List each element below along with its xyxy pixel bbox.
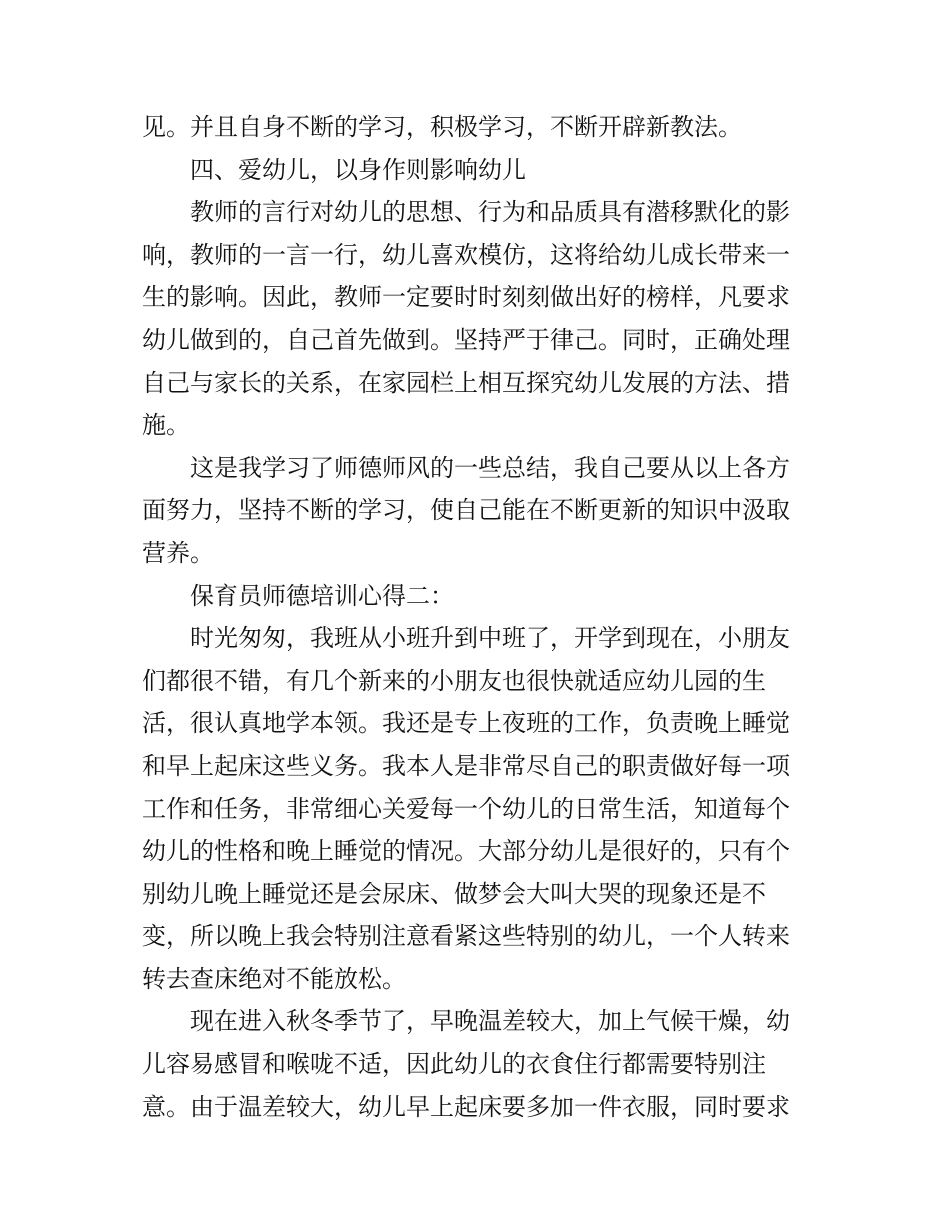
text-line: 教师的言行对幼儿的思想、行为和品质具有潜移默化的影 [190,198,790,227]
text-line: 和早上起床这些义务。我本人是非常尽自己的职责做好每一项 [142,751,790,780]
text-line: 变，所以晚上我会特别注意看紧这些特别的幼儿，一个人转来 [142,922,790,951]
text-line: 面努力，坚持不断的学习，使自己能在不断更新的知识中汲取 [142,496,790,525]
text-line: 自己与家长的关系，在家园栏上相互探究幼儿发展的方法、措 [142,368,790,397]
text-line: 意。由于温差较大，幼儿早上起床要多加一件衣服，同时要求 [142,1092,790,1121]
text-line: 活，很认真地学本领。我还是专上夜班的工作，负责晚上睡觉 [142,709,790,738]
text-line: 现在进入秋冬季节了，早晚温差较大，加上气候干燥，幼 [190,1007,790,1036]
text-line: 工作和任务，非常细心关爱每一个幼儿的日常生活，知道每个 [142,794,790,823]
text-line: 施。 [142,411,190,440]
text-line: 们都很不错，有几个新来的小朋友也很快就适应幼儿园的生 [142,666,766,695]
text-line: 儿容易感冒和喉咙不适，因此幼儿的衣食住行都需要特别注 [142,1050,766,1079]
document-body [142,106,818,1128]
text-line: 见。并且自身不断的学习，积极学习，不断开辟新教法。 [142,113,742,141]
text-line: 幼儿的性格和晚上睡觉的情况。大部分幼儿是很好的，只有个 [142,837,790,866]
text-line: 生的影响。因此，教师一定要时时刻刻做出好的榜样，凡要求 [142,283,790,312]
text-line: 别幼儿晚上睡觉还是会尿床、做梦会大叫大哭的现象还是不 [142,879,766,908]
text-line: 时光匆匆，我班从小班升到中班了，开学到现在，小朋友 [190,624,790,653]
text-line: 营养。 [142,538,214,567]
text-line: 响，教师的一言一行，幼儿喜欢模仿，这将给幼儿成长带来一 [142,240,790,269]
text-line: 转去查床绝对不能放松。 [142,964,406,993]
text-line: 幼儿做到的，自己首先做到。坚持严于律己。同时，正确处理 [142,325,790,354]
section-heading: 保育员师德培训心得二： [190,581,454,610]
text-line: 这是我学习了师德师风的一些总结，我自己要从以上各方 [190,453,790,482]
section-heading: 四、爱幼儿，以身作则影响幼儿 [190,155,526,184]
